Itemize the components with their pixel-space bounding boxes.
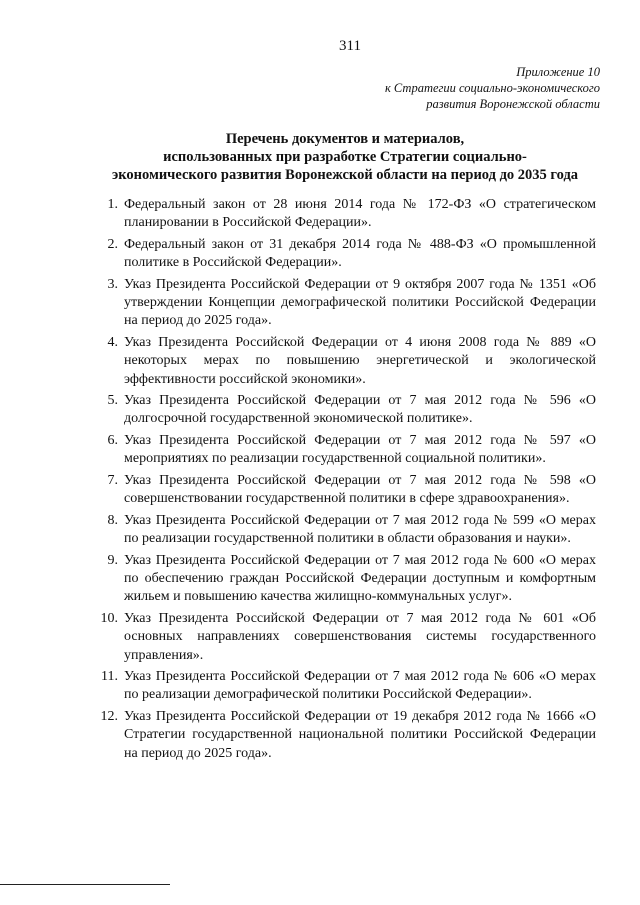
item-number: 7. (107, 472, 118, 488)
list-item (107, 196, 596, 233)
list-item (107, 512, 596, 549)
list-item (107, 472, 596, 509)
page-number: 311 (339, 38, 361, 54)
list-item (100, 708, 596, 763)
list-item (107, 334, 596, 389)
title-line: экономического развития Воронежской области на период до 2035 года (111, 167, 579, 183)
item-text: Указ Президента Российской Федерации от 7 мая 2012 года № 596 «О долгосрочной государственной экономической политике». (124, 393, 596, 427)
appendix-line: Приложение 10 (516, 65, 600, 79)
list-item (101, 668, 596, 705)
item-number: 11. (101, 669, 118, 685)
item-number: 6. (107, 433, 118, 449)
footnote-divider (0, 884, 170, 885)
item-number: 12. (100, 708, 118, 724)
item-number: 2. (107, 236, 118, 252)
item-text: Указ Президента Российской Федерации от 19 декабря 2012 года № 1666 «О Стратегии государственной национальной политики Российской Федерации на период до 2025 года». (124, 708, 596, 761)
item-text: Указ Президента Российской Федерации от 7 мая 2012 года № 599 «О мерах по реализации государственной политики в области образования и науки». (124, 512, 596, 547)
item-number: 5. (107, 393, 118, 409)
item-text: Указ Президента Российской Федерации от 9 октября 2007 года № 1351 «Об утверждении Концепции демографической политики Российской Федерации на период до 2025 года». (124, 276, 596, 329)
item-text: Указ Президента Российской Федерации от 7 мая 2012 года № 600 «О мерах по обеспечению граждан Российской Федерации доступным и комфортным жильем и повышению качества жилищно-коммунальных услуг». (124, 552, 596, 605)
item-text: Указ Президента Российской Федерации от 7 мая 2012 года № 606 «О мерах по реализации демографической политики Российской Федерации». (124, 669, 596, 703)
item-number: 1. (107, 197, 118, 212)
item-number: 9. (107, 552, 118, 568)
document-title (95, 130, 595, 184)
item-text: Федеральный закон от 28 июня 2014 года № 172-ФЗ «О стратегическом планировании в Российской Федерации». (124, 197, 596, 231)
item-number: 4. (107, 334, 118, 350)
title-line: Перечень документов и материалов, (225, 131, 465, 147)
item-number: 8. (107, 512, 118, 528)
item-number: 3. (107, 276, 118, 292)
item-text: Указ Президента Российской Федерации от 7 мая 2012 года № 597 «О мероприятиях по реализации государственной социальной политики». (124, 433, 596, 467)
appendix-line: развития Воронежской области (426, 97, 600, 111)
item-text: Указ Президента Российской Федерации от 7 мая 2012 года № 601 «Об основных направлениях совершенствования системы государственного управления». (124, 610, 596, 663)
list-item (107, 276, 596, 331)
item-text: Указ Президента Российской Федерации от 4 июня 2008 года № 889 «О некоторых мерах по повышению энергетической и экологической эффективности российской экономики». (124, 334, 596, 387)
item-text: Федеральный закон от 31 декабря 2014 года № 488-ФЗ «О промышленной политике в Российской Федерации». (124, 236, 596, 271)
title-line: использованных при разработке Стратегии социально- (163, 149, 527, 165)
list-item (100, 610, 596, 665)
appendix-note (385, 64, 600, 112)
list-item (107, 432, 596, 469)
document-list (100, 196, 596, 766)
item-number: 10. (100, 610, 118, 626)
list-item (107, 236, 596, 273)
list-item (107, 552, 596, 607)
list-item (107, 392, 596, 429)
item-text: Указ Президента Российской Федерации от 7 мая 2012 года № 598 «О совершенствовании государственной политики в сфере здравоохранения». (124, 472, 596, 507)
appendix-line: к Стратегии социально-экономического (384, 81, 600, 95)
